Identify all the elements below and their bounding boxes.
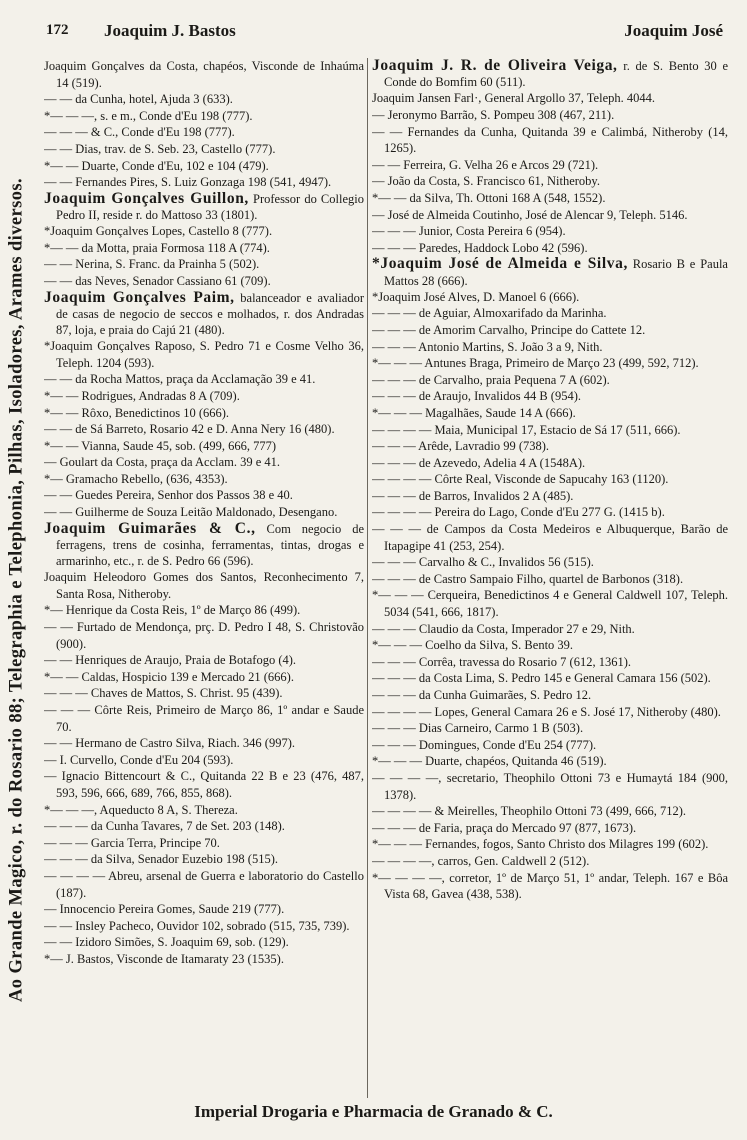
entry-text: — — — Arêde, Lavradio 99 (738).	[372, 439, 550, 454]
entry-text: — — — de Carvalho, praia Pequena 7 A (602).	[372, 372, 610, 387]
entry-text: — — — de Aguiar, Almoxarifado da Marinha.	[372, 306, 607, 321]
directory-entry	[372, 58, 728, 90]
entry-text: — — — Claudio da Costa, Imperador 27 e 29, Nith.	[372, 621, 635, 636]
directory-entry	[372, 124, 728, 157]
directory-entry	[44, 174, 364, 191]
entry-text: *Joaquim José Alves, D. Manoel 6 (666).	[372, 289, 580, 304]
directory-entry	[44, 835, 364, 852]
directory-entry	[44, 951, 364, 968]
side-advertisement-text: Ao Grande Magico, r. do Rosario 88; Telegraphia e Telephonia, Pilhas, Isoladores, Arames diversos.	[6, 178, 27, 1002]
entry-text: *— — — Cerqueira, Benedictinos 4 e General Caldwell 107, Teleph. 5034 (541, 666, 1817).	[372, 588, 728, 620]
entry-text: — — — de Faria, praça do Mercado 97 (877, 1673).	[372, 820, 637, 835]
entry-text: Professor do Collegio Pedro II, reside r. do Mattoso 33 (1801).	[56, 191, 364, 222]
entry-text: — — — de Araujo, Invalidos 44 B (954).	[372, 389, 582, 404]
entry-text: *— — Rôxo, Benedictinos 10 (666).	[44, 405, 230, 420]
entry-text: *— — Vianna, Saude 45, sob. (499, 666, 777)	[44, 438, 276, 453]
entry-text: — Goulart da Costa, praça da Acclam. 39 e 41.	[44, 455, 281, 470]
directory-entry	[44, 438, 364, 455]
directory-entry	[372, 737, 728, 754]
directory-entry	[44, 388, 364, 405]
entry-text: — — — Garcia Terra, Principe 70.	[44, 835, 220, 850]
directory-entry	[372, 471, 728, 488]
entry-text: *— — da Silva, Th. Ottoni 168 A (548, 1552).	[372, 190, 606, 205]
entry-text: — — — de Amorim Carvalho, Principe do Cattete 12.	[372, 322, 646, 337]
entry-text: — — das Neves, Senador Cassiano 61 (709).	[44, 273, 271, 288]
entry-text: *— — da Motta, praia Formosa 118 A (774).	[44, 240, 270, 255]
entry-text: — — Insley Pacheco, Ouvidor 102, sobrado (515, 735, 739).	[44, 918, 350, 933]
directory-entry	[372, 820, 728, 837]
entry-text: — — da Rocha Mattos, praça da Acclamação 39 e 41.	[44, 372, 316, 387]
directory-entry	[44, 58, 364, 91]
directory-entry	[44, 768, 364, 801]
directory-entry	[372, 455, 728, 472]
header-right-title: Joaquim José	[624, 21, 723, 40]
directory-entry	[372, 173, 728, 190]
entry-text: — I. Curvello, Conde d'Eu 204 (593).	[44, 752, 234, 767]
directory-entry	[44, 371, 364, 388]
entry-text: *— — Rodrigues, Andradas 8 A (709).	[44, 388, 240, 403]
directory-entry	[44, 124, 364, 141]
entry-text: balanceador e avaliador de casas de negocio de seccos e molhados, r. dos Andradas 87, loja, e praia do Cajú 21 (480).	[56, 290, 364, 337]
entry-text: — Innocencio Pereira Gomes, Saude 219 (777).	[44, 902, 285, 917]
directory-entry	[44, 569, 364, 602]
side-advertisement	[0, 60, 34, 1120]
directory-entry	[44, 934, 364, 951]
entry-text: — — de Sá Barreto, Rosario 42 e D. Anna Nery 16 (480).	[44, 422, 335, 437]
entry-text: — — — Antonio Martins, S. João 3 a 9, Nith.	[372, 339, 603, 354]
entry-text: — — — Dias Carneiro, Carmo 1 B (503).	[372, 721, 584, 736]
directory-entry	[44, 602, 364, 619]
entry-text: — Ignacio Bittencourt & C., Quitanda 22 B e 23 (476, 487, 593, 596, 666, 689, 766, 855, 868).	[44, 769, 364, 800]
entry-text: Rosario B e Paula Mattos 28 (666).	[384, 257, 728, 288]
directory-entry	[372, 770, 728, 803]
directory-entry	[44, 802, 364, 819]
entry-name-bold: Joaquim Guimarães & C.,	[44, 519, 256, 537]
directory-entry	[372, 355, 728, 372]
directory-entry	[372, 107, 728, 124]
directory-entry	[372, 240, 728, 257]
entry-text: Com negocio de ferragens, trens de cosinha, ferramentas, tintas, drogas e armarinho, etc., r. de S. Pedro 66 (596).	[56, 521, 364, 569]
entry-name-bold: Joaquim J. R. de Oliveira Veiga,	[372, 58, 618, 74]
directory-entry	[44, 405, 364, 422]
directory-entry	[44, 158, 364, 175]
entry-text: — — Guedes Pereira, Senhor dos Passos 38 e 40.	[44, 488, 293, 503]
directory-entry	[44, 702, 364, 735]
directory-entry	[44, 685, 364, 702]
entry-text: *Joaquim Gonçalves Lopes, Castello 8 (777).	[44, 224, 273, 239]
directory-entry	[372, 753, 728, 770]
entry-text: *— — — Antunes Braga, Primeiro de Março 23 (499, 592, 712).	[372, 356, 699, 371]
entry-text: — José de Almeida Coutinho, José de Alencar 9, Teleph. 5146.	[372, 207, 688, 222]
entry-name-bold: Joaquim Gonçalves Paim,	[44, 288, 235, 306]
entry-text: — — — & C., Conde d'Eu 198 (777).	[44, 125, 235, 140]
entry-text: — — Ferreira, G. Velha 26 e Arcos 29 (721).	[372, 157, 599, 172]
entry-text: — — Nerina, S. Franc. da Prainha 5 (502).	[44, 257, 260, 272]
directory-entry	[44, 735, 364, 752]
directory-entry	[44, 669, 364, 686]
entry-text: — João da Costa, S. Francisco 61, Nitheroby.	[372, 174, 600, 189]
entry-text: — — — Chaves de Mattos, S. Christ. 95 (439).	[44, 686, 283, 701]
directory-entry	[372, 322, 728, 339]
directory-entry	[372, 256, 728, 288]
entry-text: — — Fernandes Pires, S. Luiz Gonzaga 198 (541, 4947).	[44, 175, 332, 190]
entry-text: — — Henriques de Araujo, Praia de Botafogo (4).	[44, 653, 297, 668]
entry-text: — — — — Maia, Municipal 17, Estacio de Sá 17 (511, 666).	[372, 422, 681, 437]
entry-text: *— — —, Aqueducto 8 A, S. Thereza.	[44, 802, 238, 817]
directory-entry	[44, 521, 364, 570]
directory-entry	[44, 504, 364, 521]
entry-text: — — — de Castro Sampaio Filho, quartel de Barbonos (318).	[372, 571, 684, 586]
directory-entry	[372, 521, 728, 554]
entry-text: *— — Caldas, Hospicio 139 e Mercado 21 (666).	[44, 669, 294, 684]
directory-entry	[372, 621, 728, 638]
entry-text: — — — — Lopes, General Camara 26 e S. José 17, Nitheroby (480).	[372, 704, 721, 719]
directory-entry	[372, 870, 728, 903]
entry-text: r. de S. Bento 30 e Conde do Bomfim 60 (511).	[384, 59, 728, 90]
directory-entry	[372, 853, 728, 870]
directory-entry	[372, 289, 728, 306]
directory-entry	[44, 652, 364, 669]
entry-text: — — — Carvalho & C., Invalidos 56 (515).	[372, 555, 594, 570]
entry-text: *— — — Duarte, chapéos, Quitanda 46 (519).	[372, 754, 607, 769]
entry-text: — — — de Barros, Invalidos 2 A (485).	[372, 488, 574, 503]
entry-text: — — — da Costa Lima, S. Pedro 145 e General Camara 156 (502).	[372, 671, 711, 686]
directory-entry	[372, 637, 728, 654]
directory-entry	[44, 818, 364, 835]
entry-text: *— Gramacho Rebello, (636, 4353).	[44, 471, 228, 486]
directory-entry	[372, 207, 728, 224]
entry-text: — — Guilherme de Souza Leitão Maldonado, Desengano.	[44, 505, 338, 520]
entry-text: Joaquim Jansen Farl·, General Argollo 37, Teleph. 4044.	[372, 91, 655, 106]
directory-entry	[44, 471, 364, 488]
entry-text: — — — Corrêa, travessa do Rosario 7 (612, 1361).	[372, 654, 631, 669]
page-header	[44, 18, 737, 48]
directory-entry	[372, 223, 728, 240]
directory-entry	[372, 836, 728, 853]
header-left-title: Joaquim J. Bastos	[104, 21, 236, 40]
directory-entry	[44, 868, 364, 901]
entry-text: — — — —, carros, Gen. Caldwell 2 (512).	[372, 853, 590, 868]
directory-entry	[372, 554, 728, 571]
entry-text: — — — Domingues, Conde d'Eu 254 (777).	[372, 737, 597, 752]
entry-text: *Joaquim Gonçalves Raposo, S. Pedro 71 e Cosme Velho 36, Teleph. 1204 (593).	[44, 339, 364, 370]
directory-entry	[44, 487, 364, 504]
directory-entry	[44, 256, 364, 273]
directory-entry	[372, 504, 728, 521]
entry-text: — — — da Silva, Senador Euzebio 198 (515).	[44, 852, 278, 867]
entry-text: — — — da Cunha Tavares, 7 de Set. 203 (148).	[44, 819, 285, 834]
entry-text: — — — de Campos da Costa Medeiros e Albuquerque, Barão de Itapagipe 41 (253, 254).	[372, 522, 728, 553]
entry-text: — — — —, secretario, Theophilo Ottoni 73 e Humaytá 184 (900, 1378).	[372, 770, 728, 802]
page-number: 172	[46, 22, 69, 38]
directory-entry	[372, 339, 728, 356]
footer-advertisement: Imperial Drogaria e Pharmacia de Granado & C.	[194, 1102, 553, 1121]
directory-entry	[44, 918, 364, 935]
directory-entry	[44, 619, 364, 652]
entry-text: — — — Junior, Costa Pereira 6 (954).	[372, 224, 566, 239]
directory-entry	[372, 654, 728, 671]
directory-entry	[372, 803, 728, 820]
entry-name-bold: Joaquim Gonçalves Guillon,	[44, 189, 249, 207]
directory-entry	[372, 587, 728, 620]
entry-text: *— — — Magalhães, Saude 14 A (666).	[372, 405, 576, 420]
directory-entry	[44, 851, 364, 868]
directory-entry	[44, 191, 364, 223]
directory-entry	[44, 901, 364, 918]
column-divider	[367, 58, 368, 1098]
entry-text: — — Hermano de Castro Silva, Riach. 346 (997).	[44, 736, 295, 751]
entry-text: — — — — Abreu, arsenal de Guerra e laboratorio do Castello (187).	[44, 868, 364, 900]
directory-entry	[372, 720, 728, 737]
directory-entry	[44, 108, 364, 125]
entry-text: *— — —, s. e m., Conde d'Eu 198 (777).	[44, 108, 253, 123]
entry-text: — — Dias, trav. de S. Seb. 23, Castello (777).	[44, 141, 276, 156]
directory-entry	[44, 91, 364, 108]
entry-text: *— Henrique da Costa Reis, 1º de Março 86 (499).	[44, 603, 301, 618]
entry-text: *— — — —, corretor, 1º de Março 51, 1º andar, Teleph. 167 e Bôa Vista 68, Gavea (438, 538).	[372, 870, 728, 902]
directory-entry	[372, 405, 728, 422]
right-column	[372, 58, 728, 1098]
directory-entry	[44, 752, 364, 769]
entry-text: Joaquim Gonçalves da Costa, chapéos, Visconde de Inhaúma 14 (519).	[44, 59, 364, 90]
directory-entry	[44, 223, 364, 240]
entry-text: Joaquim Heleodoro Gomes dos Santos, Reconhecimento 7, Santa Rosa, Nitheroby.	[44, 570, 364, 601]
directory-entry	[44, 338, 364, 371]
entry-text: — — — de Azevedo, Adelia 4 A (1548A).	[372, 455, 586, 470]
entry-text: — — — da Cunha Guimarães, S. Pedro 12.	[372, 688, 592, 702]
entry-text: — — — Côrte Reis, Primeiro de Março 86, 1º andar e Saude 70.	[44, 703, 364, 734]
directory-entry	[44, 454, 364, 471]
directory-entry	[44, 290, 364, 339]
directory-entry	[372, 704, 728, 721]
directory-entry	[372, 372, 728, 389]
directory-entry	[44, 141, 364, 158]
directory-entry	[372, 388, 728, 405]
directory-entry	[372, 670, 728, 687]
directory-entry	[372, 488, 728, 505]
directory-entry	[372, 90, 728, 107]
directory-entry	[44, 273, 364, 290]
entry-text: — — — — & Meirelles, Theophilo Ottoni 73 (499, 666, 712).	[372, 804, 686, 819]
entry-name-bold: *Joaquim José de Almeida e Silva,	[372, 255, 628, 273]
entry-text: *— J. Bastos, Visconde de Itamaraty 23 (1535).	[44, 951, 284, 966]
directory-entry	[372, 438, 728, 455]
entry-text: *— — — Coelho da Silva, S. Bento 39.	[372, 638, 574, 653]
directory-entry	[372, 305, 728, 322]
entry-text: — — — Paredes, Haddock Lobo 42 (596).	[372, 240, 588, 255]
entry-text: *— — Duarte, Conde d'Eu, 102 e 104 (479).	[44, 158, 269, 173]
entry-text: — — Izidoro Simões, S. Joaquim 69, sob. (129).	[44, 935, 289, 950]
entry-text: — — Furtado de Mendonça, prç. D. Pedro I 48, S. Christovão (900).	[44, 620, 364, 651]
directory-entry	[372, 157, 728, 174]
entry-text: — — Fernandes da Cunha, Quitanda 39 e Calimbá, Nitheroby (14, 1265).	[372, 124, 728, 156]
directory-entry	[44, 421, 364, 438]
directory-entry	[372, 571, 728, 588]
left-column	[44, 58, 364, 1098]
entry-text: *— — — Fernandes, fogos, Santo Christo dos Milagres 199 (602).	[372, 837, 709, 852]
entry-text: — Jeronymo Barrão, S. Pompeu 308 (467, 211).	[372, 108, 615, 122]
entry-text: — — — — Pereira do Lago, Conde d'Eu 277 G. (1415 b).	[372, 505, 665, 520]
entry-text: — — — — Côrte Real, Visconde de Sapucahy 163 (1120).	[372, 472, 669, 487]
directory-entry	[44, 240, 364, 257]
directory-entry	[372, 422, 728, 439]
directory-entry	[372, 190, 728, 207]
directory-entry	[372, 687, 728, 704]
entry-text: — — da Cunha, hotel, Ajuda 3 (633).	[44, 92, 233, 107]
